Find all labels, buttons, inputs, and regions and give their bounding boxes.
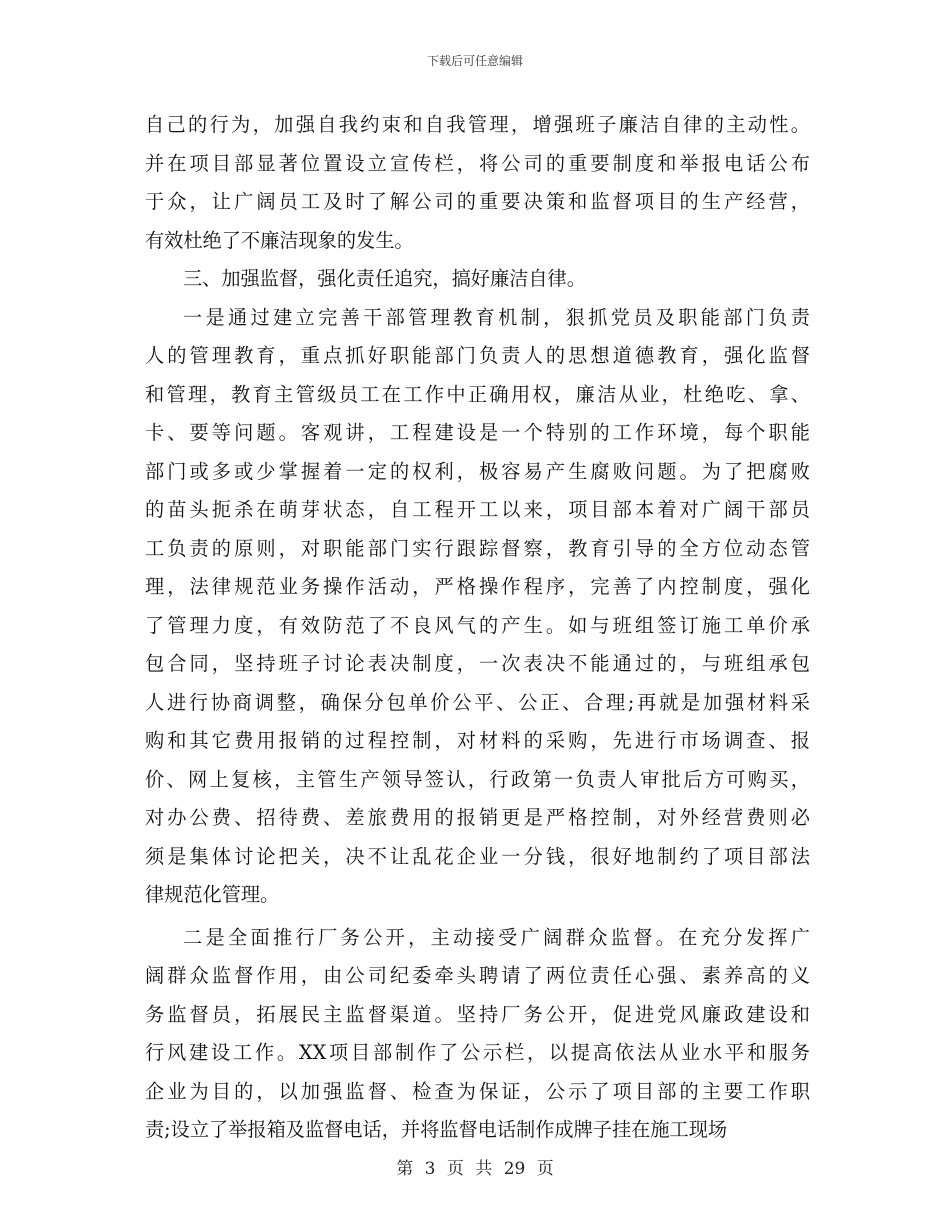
text-line: 对办公费、招待费、差旅费用的报销更是严格控制，对外经营费则必: [145, 806, 810, 829]
text-line: 有效杜绝了不廉洁现象的发生。: [145, 228, 414, 252]
document-body: [145, 106, 810, 1150]
text-line: 自己的行为，加强自我约束和自我管理，增强班子廉洁自律的主动性。: [145, 113, 810, 136]
text-line: 理，法律规范业务操作活动，严格操作程序，完善了内控制度，强化: [145, 575, 810, 598]
text-line: 价、网上复核，主管生产领导签认，行政第一负责人审批后方可购买，: [145, 767, 810, 791]
text-line: 部门或多或少掌握着一定的权利，极容易产生腐败问题。为了把腐败: [145, 459, 810, 483]
text-line: 的苗头扼杀在萌芽状态，自工程开工以来，项目部本着对广阔干部员: [145, 498, 810, 521]
paragraph: [145, 919, 810, 1150]
text-line: 于众，让广阔员工及时了解公司的重要决策和监督项目的生产经营，: [145, 190, 810, 213]
text-line: 务监督员，拓展民主监督渠道。坚持厂务公开，促进党风廉政建设和: [145, 1002, 810, 1026]
paragraph: [145, 106, 810, 260]
text-line: 阔群众监督作用，由公司纪委牵头聘请了两位责任心强、素养高的义: [145, 964, 810, 987]
paragraph: [145, 299, 810, 915]
page-header-note: 下载后可任意编辑: [426, 54, 523, 68]
text-line: 一是通过建立完善干部管理教育机制，狠抓党员及职能部门负责: [183, 305, 810, 329]
text-line: 企业为目的，以加强监督、检查为保证，公示了项目部的主要工作职: [145, 1079, 810, 1103]
page-number-footer: 第 3 页 共 29 页: [396, 1159, 554, 1179]
text-line: 了管理力度，有效防范了不良风气的产生。如与班组签订施工单价承: [145, 613, 810, 637]
text-line: 和管理，教育主管级员工在工作中正确用权，廉洁从业，杜绝吃、拿、: [145, 382, 810, 406]
text-line: 并在项目部显著位置设立宣传栏，将公司的重要制度和举报电话公布: [145, 151, 810, 175]
text-line: 卡、要等问题。客观讲，工程建设是一个特别的工作环境，每个职能: [145, 421, 810, 444]
text-line: 责;设立了举报箱及监督电话，并将监督电话制作成牌子挂在施工现场: [145, 1118, 728, 1141]
text-line: 二是全面推行厂务公开，主动接受广阔群众监督。在充分发挥广: [183, 925, 810, 949]
text-line: 行风建设工作。XX项目部制作了公示栏，以提高依法从业水平和服务: [145, 1041, 810, 1064]
text-line: 包合同，坚持班子讨论表决制度，一次表决不能通过的，与班组承包: [145, 652, 810, 675]
text-line: 律规范化管理。: [145, 883, 280, 906]
text-line: 三、加强监督，强化责任追究，搞好廉洁自律。: [183, 267, 586, 290]
text-line: 工负责的原则，对职能部门实行跟踪督察，教育引导的全方位动态管: [145, 536, 810, 560]
text-line: 人进行协商调整，确保分包单价公平、公正、合理;再就是加强材料采: [145, 690, 810, 714]
text-line: 购和其它费用报销的过程控制，对材料的采购，先进行市场调查、报: [145, 729, 810, 752]
paragraph: [145, 260, 810, 299]
text-line: 人的管理教育，重点抓好职能部门负责人的思想道德教育，强化监督: [145, 344, 810, 367]
text-line: 须是集体讨论把关，决不让乱花企业一分钱，很好地制约了项目部法: [145, 844, 810, 868]
